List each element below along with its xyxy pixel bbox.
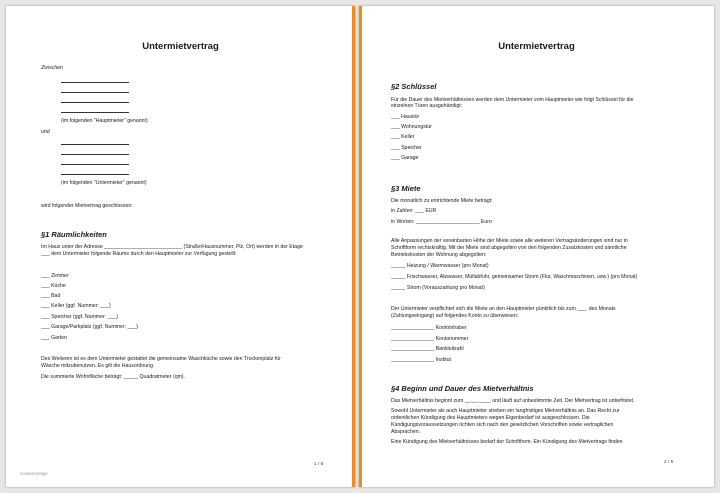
rent-in-digits: in Zahlen: ___ EUR <box>391 208 437 214</box>
subtenant-city-line[interactable] <box>61 164 129 165</box>
footer-watermark: mustervorlage <box>20 471 48 476</box>
section-1-heading: §1 Räumlichkeiten <box>41 230 107 239</box>
section-2-intro-line1: Für die Dauer des Mietverhältnisses werden dem Untermieter vom Hauptmieter wie folgt Schlüssel für die <box>391 97 634 103</box>
cost-item: _____ Heizung / Warmwasser (pro Monat) <box>391 263 489 269</box>
page-edge-accent <box>359 6 362 487</box>
page-title: Untermietvertrag <box>498 41 575 52</box>
shared-use-line2: Wäsche mitzubenutzen. Es gilt die Hausordnung. <box>41 363 155 369</box>
rent-para-line1: Alle Anpassungen der vereinbarten Höhe der Miete sowie alle weiteren Vertragsänderungen sind nur in <box>391 238 628 244</box>
section-4-heading: §4 Beginn und Dauer des Mietverhältnis <box>391 384 534 393</box>
s4-line3: ordentlichen Kündigung des Hauptmieters wegen Eigenbedarf ist ausgeschlossen. Die <box>391 415 590 421</box>
s4-line5: Absprachen. <box>391 429 421 435</box>
between-label: Zwischen <box>41 65 63 71</box>
bank-item: _______________ Kontonummer <box>391 336 469 342</box>
document-page-2 <box>359 6 714 487</box>
room-item: ___ Keller (ggf. Nummer: ___) <box>41 303 111 309</box>
bank-item: _______________ Kontoinhaber <box>391 325 467 331</box>
s4-line4: Kündigungsvoraussetzungen richten sich nach den gesetzlichen Vorschriften sowie vertraglichen <box>391 422 614 428</box>
subtenant-street-line[interactable] <box>61 154 129 155</box>
living-area-line: Die summierte Wohnfläche beträgt: _____ Quadratmeter (qm). <box>41 374 186 380</box>
key-item: ___ Garage <box>391 155 419 161</box>
key-item: ___ Wohnungstür <box>391 124 432 130</box>
s4-line2: Sowohl Untermieter als auch Hauptmieter streben ein langfristiges Mietverhältnis an. Das Recht zur <box>391 408 620 414</box>
payment-para-line2: (Zahlungseingang) auf folgendes Konto zu überweisen: <box>391 313 519 319</box>
cost-item: _____ Frischwasser, Abwasser, Müllabfuhr, gemeinsamer Strom (Flur, Waschmaschinen, usw.) (pro Monat) <box>391 274 638 280</box>
key-item: ___ Speicher <box>391 145 422 151</box>
cost-item: _____ Strom (Vorauszahlung pro Monat) <box>391 285 485 291</box>
section-2-intro-line2: einzelnen Türen ausgehändigt: <box>391 103 463 109</box>
payment-para-line1: Der Untermieter verpflichtet sich die Miete an den Hauptmieter pünktlich bis zum ___. des Monats <box>391 306 616 312</box>
and-label: und <box>41 129 50 135</box>
main-tenant-extra-line[interactable] <box>61 112 129 113</box>
main-tenant-name-line[interactable] <box>61 82 129 83</box>
rent-para-line2: Schriftform rechtskräftig. Mit der Miete sind abgegolten von den folgenden Zusatzkosten und sämtliche <box>391 245 627 251</box>
room-item: ___ Garten <box>41 335 67 341</box>
page-edge-accent <box>352 6 355 487</box>
room-item: ___ Garage/Parkplatz (ggf. Nummer: ___) <box>41 324 138 330</box>
section-2-heading: §2 Schlüssel <box>391 82 437 91</box>
s4-line1: Das Mietverhältnis beginnt zum __.__.____ und läuft auf unbestimmte Zeit. Der Mietvertrag ist unbefristet. <box>391 398 635 404</box>
section-1-text-line2: ___ dem Untermieter folgende Räume durch den Hauptmieter zur Verfügung gestellt: <box>41 251 237 257</box>
bank-item: _______________ Institut <box>391 357 451 363</box>
subtenant-extra-line[interactable] <box>61 174 129 175</box>
section-1-text-line1: Im Haus unter der Adresse ___________________________ (Straße/Hausnummer, Plz, Ort) werden in der Etage <box>41 244 303 250</box>
main-tenant-city-line[interactable] <box>61 102 129 103</box>
document-page-1 <box>6 6 355 487</box>
closing-line: wird folgender Mietvertrag geschlossen: <box>41 203 133 209</box>
page-title: Untermietvertrag <box>142 41 219 52</box>
section-3-heading: §3 Miete <box>391 184 421 193</box>
rent-in-words: in Worten: ______________________ Euro <box>391 219 492 225</box>
subtenant-note: (im folgenden "Untermieter" genannt) <box>61 180 147 186</box>
subtenant-name-line[interactable] <box>61 144 129 145</box>
s4-line6: Eine Kündigung des Mietverhältnisses bedarf der Schriftform. Ein Kündigung des Mietvertrags finden <box>391 439 623 445</box>
key-item: ___ Haustür <box>391 114 420 120</box>
room-item: ___ Bad <box>41 293 61 299</box>
room-item: ___ Zimmer <box>41 273 69 279</box>
main-tenant-note: (im folgenden "Hauptmieter" genannt) <box>61 118 148 124</box>
page-number: 1 / 5 <box>314 462 324 467</box>
main-tenant-street-line[interactable] <box>61 92 129 93</box>
key-item: ___ Keller <box>391 134 415 140</box>
room-item: ___ Speicher (ggf. Nummer: ___) <box>41 314 118 320</box>
room-item: ___ Küche <box>41 283 66 289</box>
rent-intro: Die monatlich zu entrichtende Miete beträgt: <box>391 198 493 204</box>
shared-use-line1: Des Weiteren ist es dem Untermieter gestattet die gemeinsame Waschküche sowie den Trockenplatz für <box>41 356 281 362</box>
page-number: 2 / 5 <box>664 460 674 465</box>
rent-para-line3: Betriebskosten der Wohnung abgegolten: <box>391 252 487 258</box>
bank-item: _______________ Bankleitzahl <box>391 346 464 352</box>
